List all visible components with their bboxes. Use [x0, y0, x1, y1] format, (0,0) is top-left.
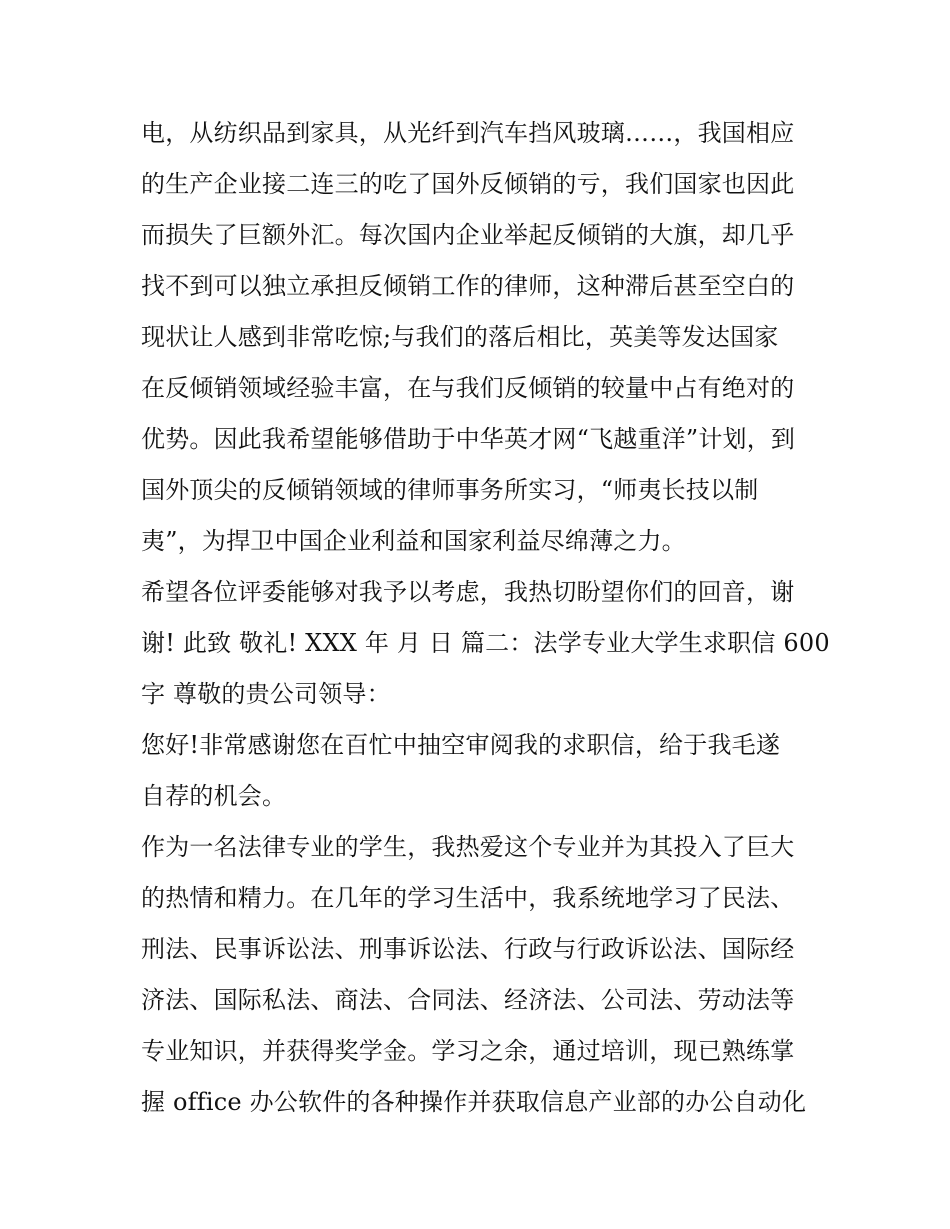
text-line: 在反倾销领域经验丰富，在与我们反倾销的较量中占有绝对的 — [141, 374, 795, 402]
text-line: 济法、国际私法、商法、合同法、经济法、公司法、劳动法等 — [141, 986, 795, 1014]
text-line: 现状让人感到非常吃惊;与我们的落后相比，英美等发达国家 — [141, 323, 779, 351]
text-line: 您好!非常感谢您在百忙中抽空审阅我的求职信，给于我毛遂 — [141, 731, 781, 759]
text-line: 优势。因此我希望能够借助于中华英才网“飞越重洋”计划，到 — [141, 425, 796, 453]
text-line: 夷”，为捍卫中国企业利益和国家利益尽绵薄之力。 — [141, 527, 686, 555]
text-line: 国外顶尖的反倾销领域的律师事务所实习，“师夷长技以制 — [141, 476, 759, 504]
text-line: 字 尊敬的贵公司领导： — [141, 680, 391, 708]
text-line: 的生产企业接二连三的吃了国外反倾销的亏，我们国家也因此 — [141, 170, 795, 198]
text-line: 谢! 此致 敬礼! XXX 年 月 日 篇二：法学专业大学生求职信 600 — [141, 629, 830, 657]
text-line: 找不到可以独立承担反倾销工作的律师，这种滞后甚至空白的 — [141, 272, 795, 300]
text-line: 专业知识，并获得奖学金。学习之余，通过培训，现已熟练掌 — [141, 1037, 795, 1065]
text-line: 希望各位评委能够对我予以考虑，我热切盼望你们的回音，谢 — [141, 578, 795, 606]
text-line: 自荐的机会。 — [141, 782, 287, 810]
text-line: 刑法、民事诉讼法、刑事诉讼法、行政与行政诉讼法、国际经 — [141, 935, 795, 963]
text-line: 电，从纺织品到家具，从光纤到汽车挡风玻璃……，我国相应 — [141, 119, 795, 147]
text-line: 的热情和精力。在几年的学习生活中，我系统地学习了民法、 — [141, 884, 795, 912]
document-body — [141, 108, 830, 1128]
text-line: 作为一名法律专业的学生，我热爱这个专业并为其投入了巨大 — [141, 833, 795, 861]
text-line: 握 office 办公软件的各种操作并获取信息产业部的办公自动化 — [141, 1088, 807, 1116]
text-line: 而损失了巨额外汇。每次国内企业举起反倾销的大旗，却几乎 — [141, 221, 795, 249]
